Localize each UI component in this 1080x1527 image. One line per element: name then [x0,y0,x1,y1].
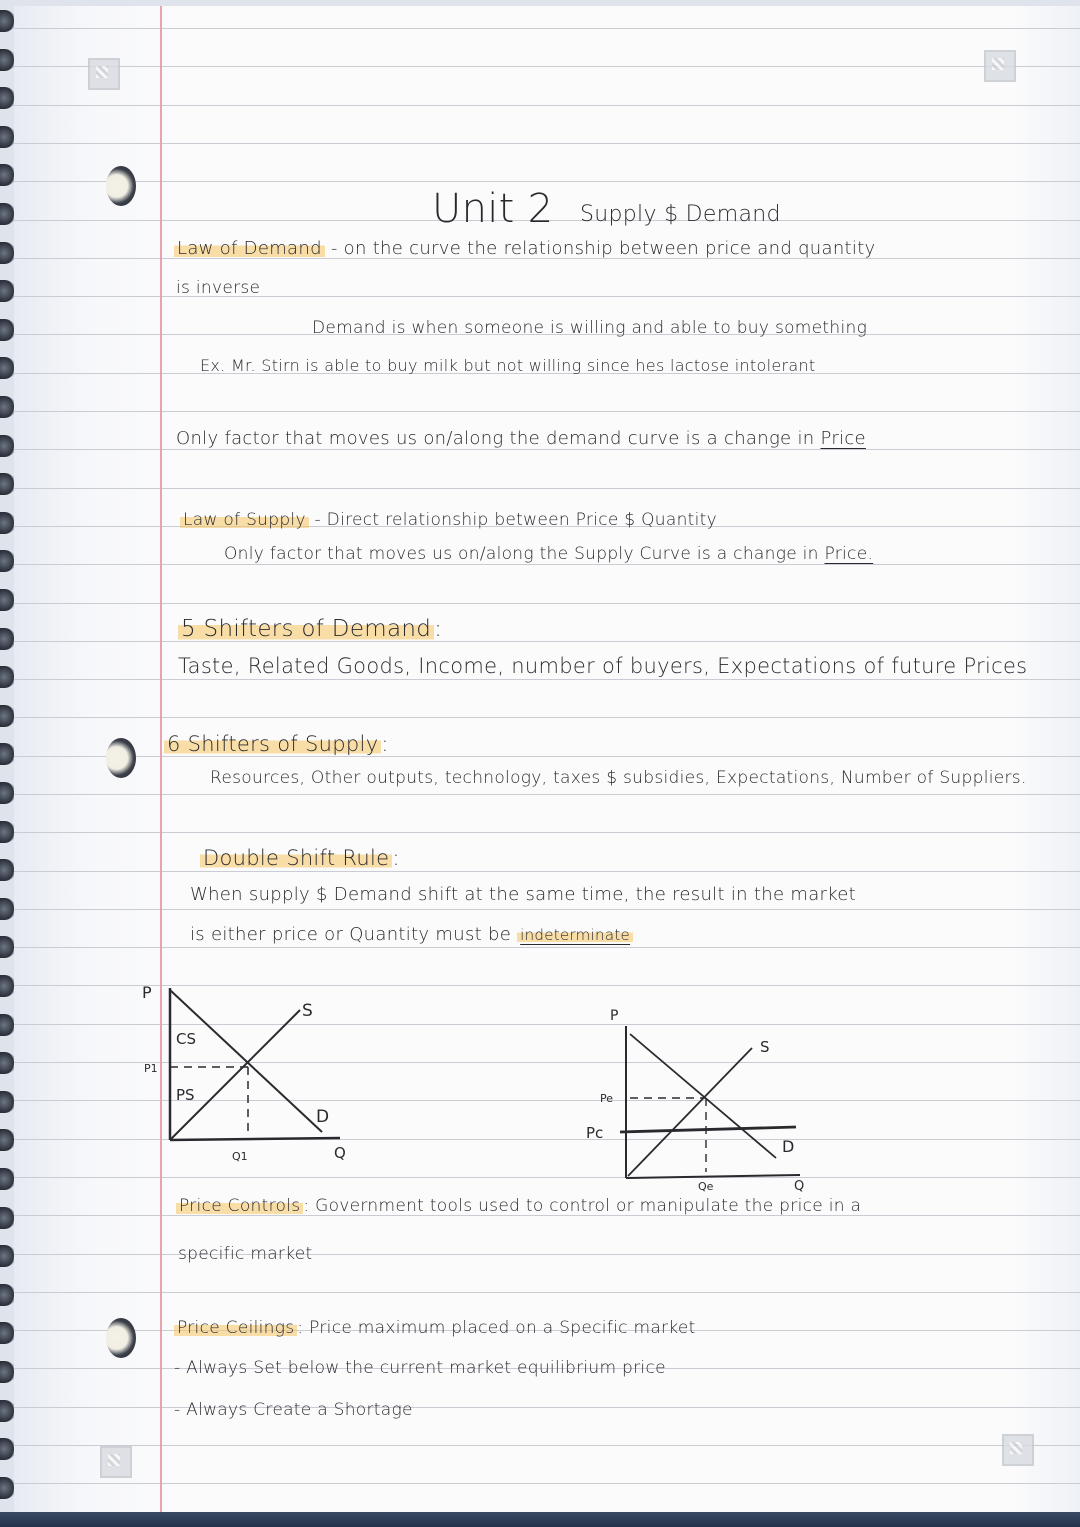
double-shift-line1: When supply $ Demand shift at the same time, the result in the market [190,884,857,905]
price-ceiling-graph [570,1000,830,1200]
shifters-supply-list: Resources, Other outputs, technology, taxes $ subsidies, Expectations, Number of Suppliers. [210,768,1027,788]
graph2-quantity-label: Qe [698,1180,714,1193]
double-shift-line2 [190,924,633,945]
price-ceilings-row [174,1318,696,1338]
shifters-demand-heading-row [178,616,442,642]
price-ceilings-heading: Price Ceilings [174,1318,297,1338]
supply-only-factor-text: Only factor that moves us on/along the Supply Curve is a change in [224,544,819,564]
page-title: Unit 2 [432,186,554,232]
graph2-x-axis-label: Q [794,1179,805,1194]
graph2-y-axis-label: P [610,1008,619,1024]
ruled-line [14,1483,1080,1484]
ruled-line [14,603,1080,604]
double-shift-heading: Double Shift Rule [200,846,392,870]
shifters-demand-list: Taste, Related Goods, Income, number of buyers, Expectations of future Prices [178,654,1028,678]
ruled-line [14,832,1080,833]
graph1-demand-label: D [316,1107,330,1127]
supply-only-factor [224,544,873,564]
ruled-line [14,1292,1080,1293]
price-controls-heading: Price Controls [176,1196,303,1216]
double-shift-heading-row [200,846,400,870]
graph1-cs-label: CS [176,1030,196,1048]
punch-hole [106,738,136,778]
shifters-demand-heading: 5 Shifters of Demand [178,616,434,642]
law-of-supply-heading: Law of Supply [180,510,309,530]
ruled-line [14,143,1080,144]
corner-marker-icon [984,50,1016,82]
demand-only-factor-text: Only factor that moves us on/along the demand curve is a change in [176,428,815,449]
ruled-line [14,564,1080,565]
law-of-demand-text-cont: is inverse [176,278,261,298]
ruled-line [14,947,1080,948]
punch-hole [106,1318,136,1358]
ruled-line [14,909,1080,910]
ruled-line [14,105,1080,106]
price-ceilings-text: : Price maximum placed on a Specific market [297,1318,696,1338]
graph1-y-axis-label: P [142,983,152,1002]
corner-marker-icon [1002,1434,1034,1466]
notebook-page [14,6,1080,1514]
ruled-line [14,28,1080,29]
margin-line [160,6,162,1514]
ruled-line [14,411,1080,412]
double-shift-indeterminate: indeterminate [517,926,633,944]
colon: : [381,732,389,756]
shifters-supply-heading-row [164,732,389,756]
ruled-line [14,181,1080,182]
ruled-line [14,1445,1080,1446]
ruled-line [14,871,1080,872]
ruled-line [14,717,1080,718]
shifters-supply-heading: 6 Shifters of Supply [164,732,381,756]
graph2-eq-price-label: Pe [600,1092,614,1105]
law-of-supply-section [180,510,717,530]
ruled-line [14,488,1080,489]
price-ceilings-bullet-1: - Always Set below the current market equilibrium price [174,1358,666,1378]
graph1-quantity-label: Q1 [232,1150,248,1163]
price-controls-text: : Government tools used to control or manipulate the price in a [303,1196,862,1216]
graph1-supply-label: S [302,1001,313,1021]
ruled-line [14,449,1080,450]
law-of-demand-section [174,238,876,259]
law-of-supply-text: - Direct relationship between Price $ Quantity [314,510,717,530]
ruled-line [14,1177,1080,1178]
punch-hole [106,166,136,206]
double-shift-line2-text: is either price or Quantity must be [190,924,512,945]
ruled-line [14,794,1080,795]
ruled-line [14,756,1080,757]
graph1-ps-label: PS [176,1086,195,1104]
ruled-line [14,679,1080,680]
price-controls-row [176,1196,861,1216]
price-controls-text-cont: specific market [178,1244,313,1264]
demand-only-factor-price: Price [820,428,866,449]
notebook-cover-edge [0,1512,1080,1527]
law-of-demand-text: - on the curve the relationship between price and quantity [330,238,876,259]
demand-only-factor [176,428,866,449]
law-of-demand-heading: Law of Demand [174,238,325,259]
colon: : [434,616,443,642]
corner-marker-icon [100,1446,132,1478]
demand-example: Ex. Mr. Stirn is able to buy milk but not willing since hes lactose intolerant [200,356,816,375]
supply-only-factor-price: Price. [824,544,874,564]
demand-definition: Demand is when someone is willing and able to buy something [312,318,868,338]
graph2-demand-label: D [782,1137,795,1156]
graph2-ceiling-label: Pc [586,1124,604,1142]
colon: : [392,846,400,870]
price-ceilings-bullet-2: - Always Create a Shortage [174,1400,413,1420]
ruled-line [14,641,1080,642]
corner-marker-icon [88,58,120,90]
graph1-x-axis-label: Q [334,1144,346,1162]
page-subtitle: Supply $ Demand [580,202,781,227]
ruled-line [14,1254,1080,1255]
ruled-line [14,296,1080,297]
ruled-line [14,66,1080,67]
graph1-price-label: P1 [144,1062,158,1075]
surplus-graph [130,972,370,1172]
graph2-supply-label: S [760,1038,770,1056]
